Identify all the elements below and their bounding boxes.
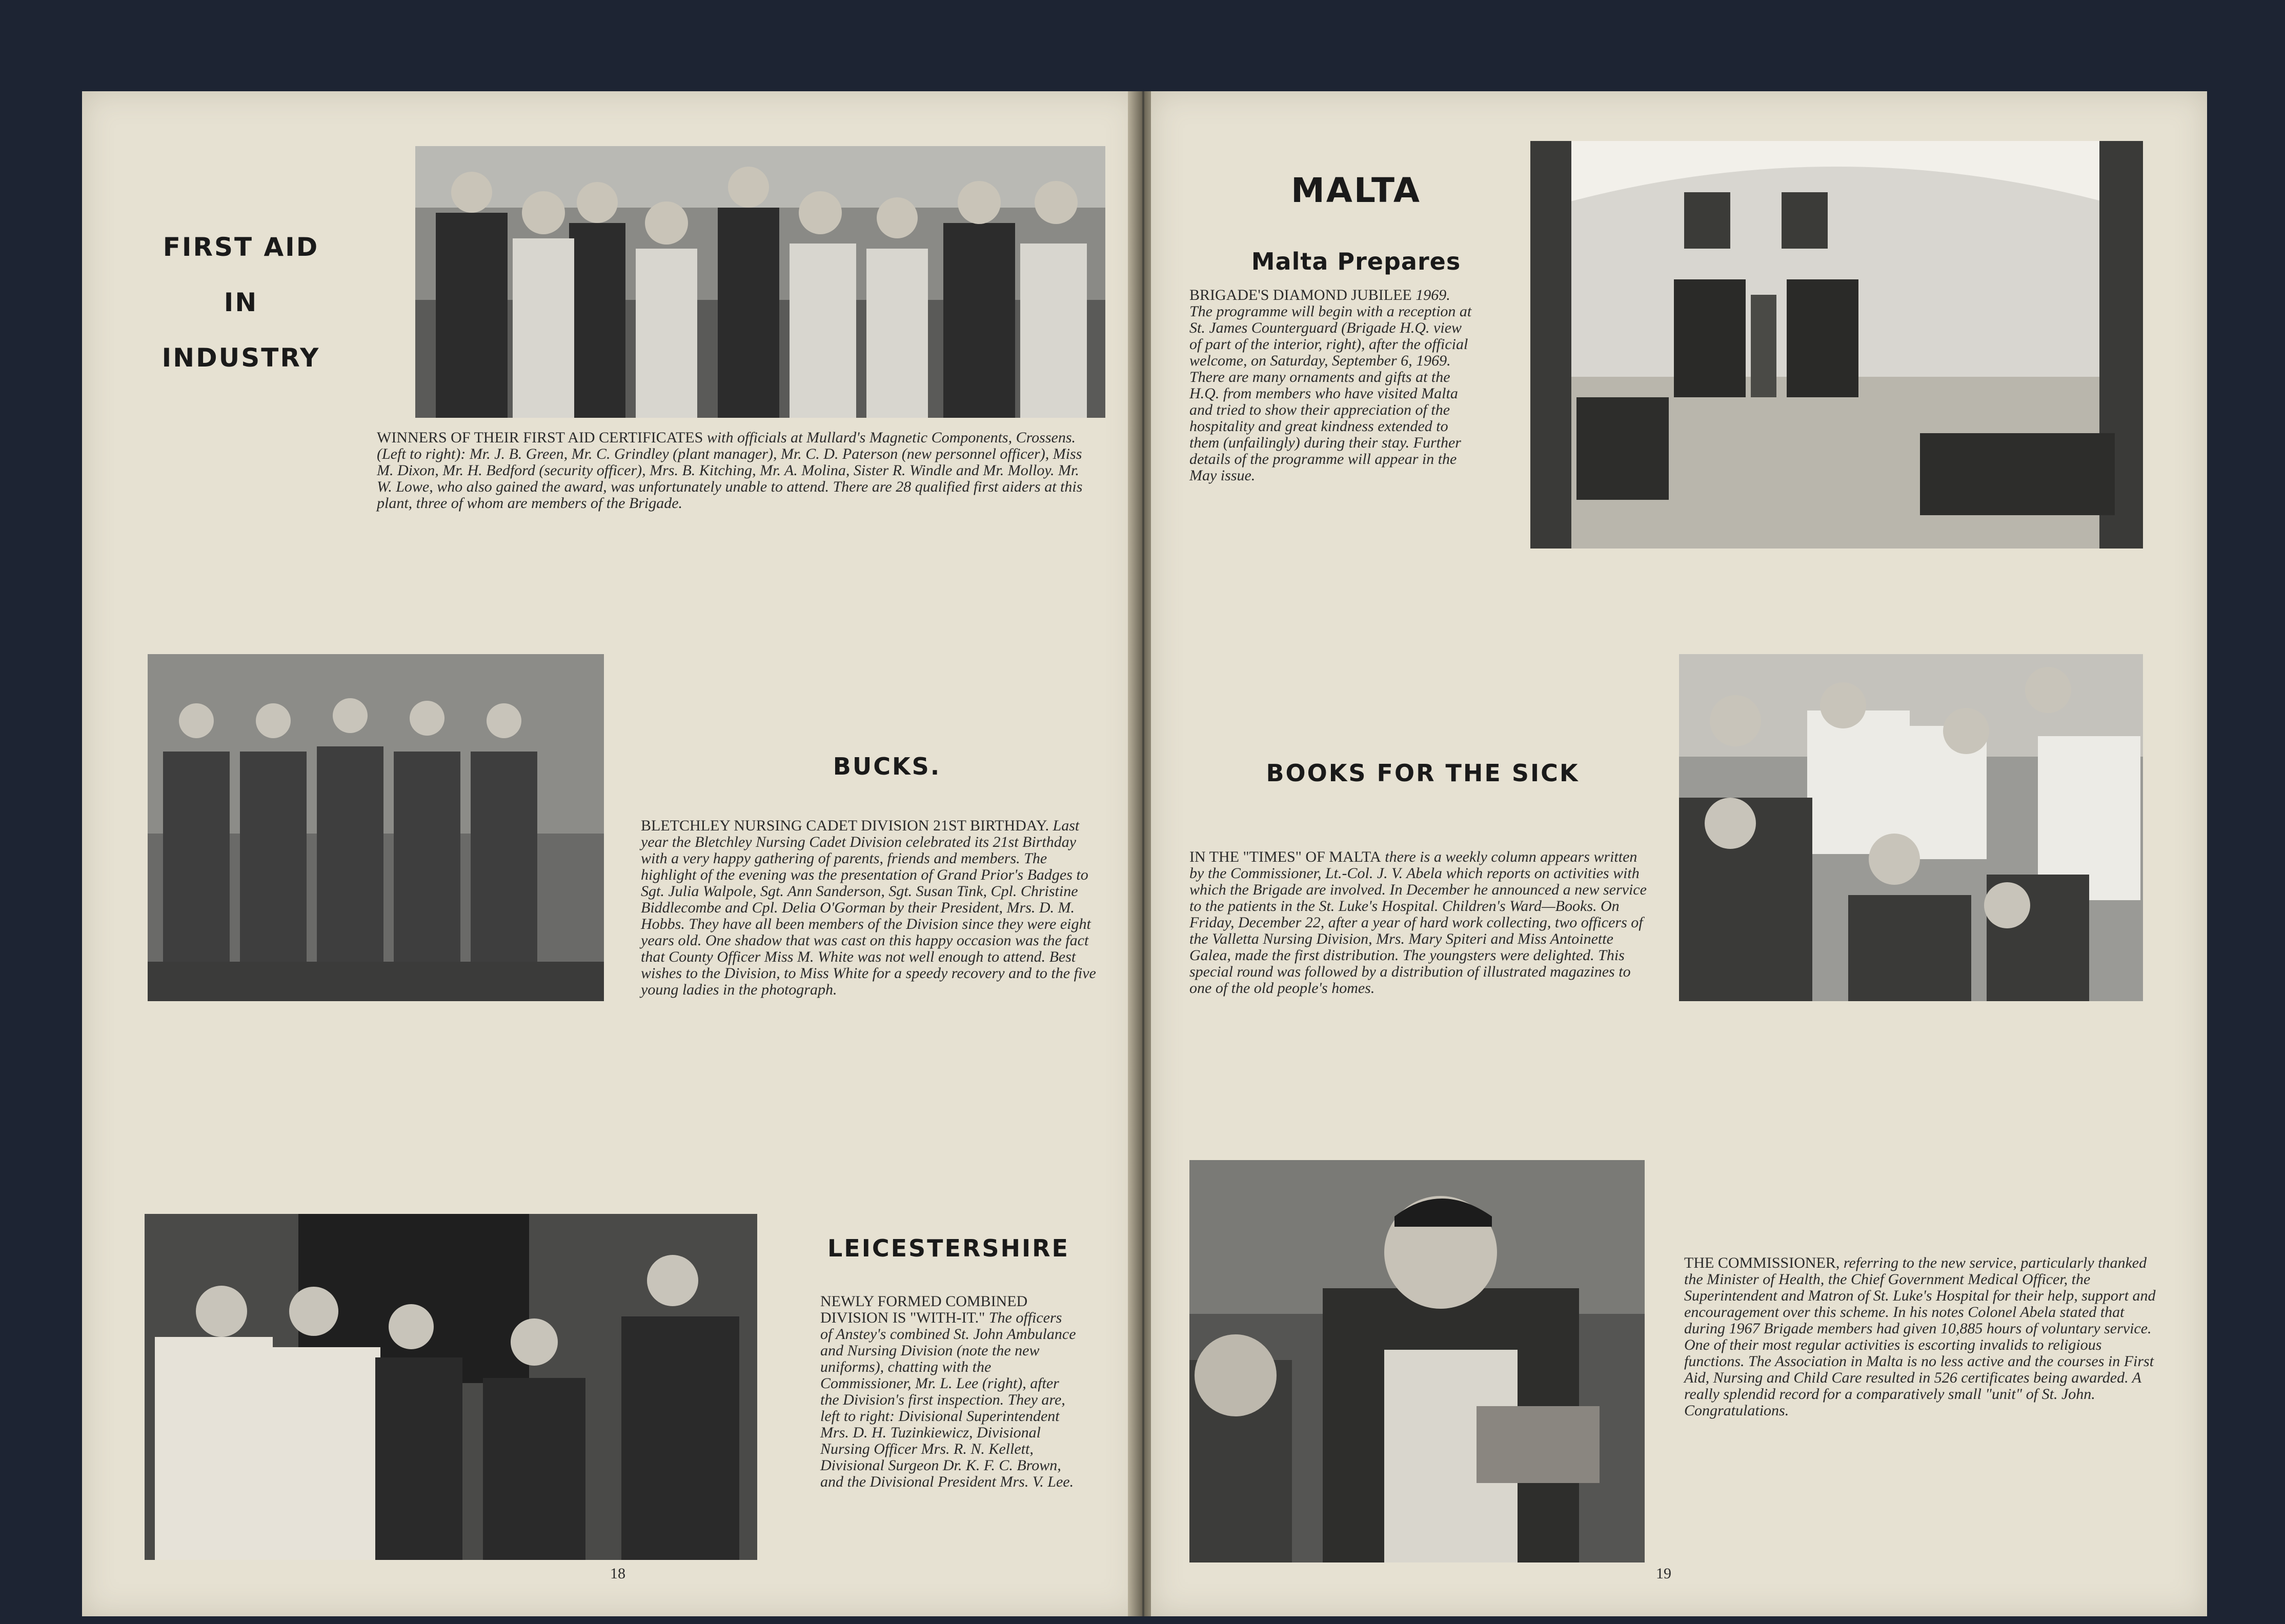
leicestershire-text	[820, 1293, 1077, 1490]
leicestershire-text-lead: NEWLY FORMED COMBINED DIVISION IS "WITH-IT."	[820, 1293, 1028, 1326]
first-aid-heading	[144, 219, 338, 385]
malta-subheading: Malta Prepares	[1251, 248, 1461, 275]
books-text	[1189, 849, 1651, 997]
leicestershire-officers-photo	[145, 1214, 757, 1560]
commissioner-text	[1684, 1255, 2161, 1419]
left-page	[82, 91, 1138, 1616]
first-aid-caption-body: with officials at Mullard's Magnetic Components, Crossens. (Left to right): Mr. J. B. Green, Mr. C. Grindley (plant manager), Mr. C. D. Paterson (new personnel officer), Miss M. Dixon, Mr. H. Bedford (security officer), Mrs. B. Kitching, Mr. A. Molina, Sister R. Windle and Mr. Molloy. Mr. W. Lowe, who also gained the award, was unfortunately unable to attend. There are 28 qualified first aiders at this plant, three of whom are members of the Brigade.	[377, 429, 1083, 512]
books-heading: BOOKS FOR THE SICK	[1266, 759, 1580, 787]
bucks-cadets-photo	[148, 654, 604, 1001]
first-aid-caption-lead: WINNERS OF THEIR FIRST AID CERTIFICATES	[377, 429, 703, 446]
nurse-with-child-photo	[1189, 1160, 1645, 1562]
page-number: 19	[1656, 1565, 1671, 1582]
malta-text-body: 1969. The programme will begin with a reception at St. James Counterguard (Brigade H.Q. view of part of the interior, right), after the official welcome, on Saturday, September 6, 1969. There are many ornaments and gifts at the H.Q. from members who have visited Malta and tried to show their appreciation of the hospitality and great kindness extended to them (unfailingly) during their stay. Further details of the programme will appear in the May issue.	[1189, 287, 1472, 484]
books-text-lead: IN THE "TIMES" OF MALTA	[1189, 848, 1381, 865]
bucks-text-body: Last year the Bletchley Nursing Cadet Division celebrated its 21st Birthday with a very happy gathering of parents, friends and members. The highlight of the evening was the presentation of Grand Prior's Badges to Sgt. Julia Walpole, Sgt. Ann Sanderson, Sgt. Susan Tink, Cpl. Christine Biddlecombe and Cpl. Delia O'Gorman by their President, Mrs. D. M. Hobbs. They have all been members of the Division since they were eight years old. One shadow that was cast on this happy occasion was the fact that County Officer Miss M. White was not well enough to attend. Best wishes to the Division, to Miss White for a speedy recovery and to the five young ladies in the photograph.	[641, 817, 1096, 998]
leicestershire-heading: LEICESTERSHIRE	[827, 1234, 1069, 1262]
books-for-sick-photo	[1679, 654, 2143, 1001]
books-text-body: there is a weekly column appears written by the Commissioner, Lt.-Col. J. V. Abela which reports on activities with which the Brigade are involved. In December he announced a new service to the patients in the St. Luke's Hospital. Children's Ward—Books. On Friday, December 22, after a year of hard work collecting, two officers of the Valletta Nursing Division, Mrs. Mary Spiteri and Miss Antoinette Galea, made the first distribution. The youngsters were delighted. This special round was followed by a distribution of illustrated magazines to one of the old people's homes.	[1189, 848, 1647, 997]
malta-text	[1189, 287, 1477, 484]
commissioner-text-body: referring to the new service, particularly thanked the Minister of Health, the Chief Government Medical Officer, the Superintendent and Matron of St. Luke's Hospital for their help, support and encouragement over this scheme. In his notes Colonel Abela stated that during 1967 Brigade members had given 10,885 hours of voluntary service. One of their most regular activities is escorting invalids to religious functions. The Association in Malta is no less active and the courses in First Aid, Nursing and Child Care resulted in 526 certificates being awarded. A really splendid record for a comparatively small "unit" of St. John. Congratulations.	[1684, 1254, 2156, 1419]
first-aid-heading-line: FIRST AID	[163, 232, 319, 262]
malta-heading: MALTA	[1291, 171, 1421, 210]
leicestershire-text-body: The officers of Anstey's combined St. John Ambulance and Nursing Division (note the new uniforms), chatting with the Commissioner, Mr. L. Lee (right), after the Division's first inspection. They are, left to right: Divisional Superintendent Mrs. D. H. Tuzinkiewicz, Divisional Nursing Officer Mrs. R. N. Kellett, Divisional Surgeon Dr. K. F. C. Brown, and the Divisional President Mrs. V. Lee.	[820, 1309, 1076, 1490]
malta-text-lead: BRIGADE'S DIAMOND JUBILEE	[1189, 287, 1412, 303]
first-aid-heading-line: IN	[224, 288, 258, 317]
first-aid-heading-line: INDUSTRY	[161, 343, 320, 373]
bucks-text	[641, 818, 1102, 998]
bucks-heading: BUCKS.	[833, 753, 941, 780]
malta-hq-interior-photo	[1530, 141, 2143, 549]
right-page	[1151, 91, 2207, 1616]
bucks-text-lead: BLETCHLEY NURSING CADET DIVISION 21ST BIRTHDAY.	[641, 817, 1049, 834]
first-aid-group-photo	[415, 146, 1105, 418]
commissioner-text-lead: THE COMMISSIONER,	[1684, 1254, 1840, 1271]
page-number: 18	[610, 1565, 625, 1582]
first-aid-caption	[377, 430, 1095, 512]
